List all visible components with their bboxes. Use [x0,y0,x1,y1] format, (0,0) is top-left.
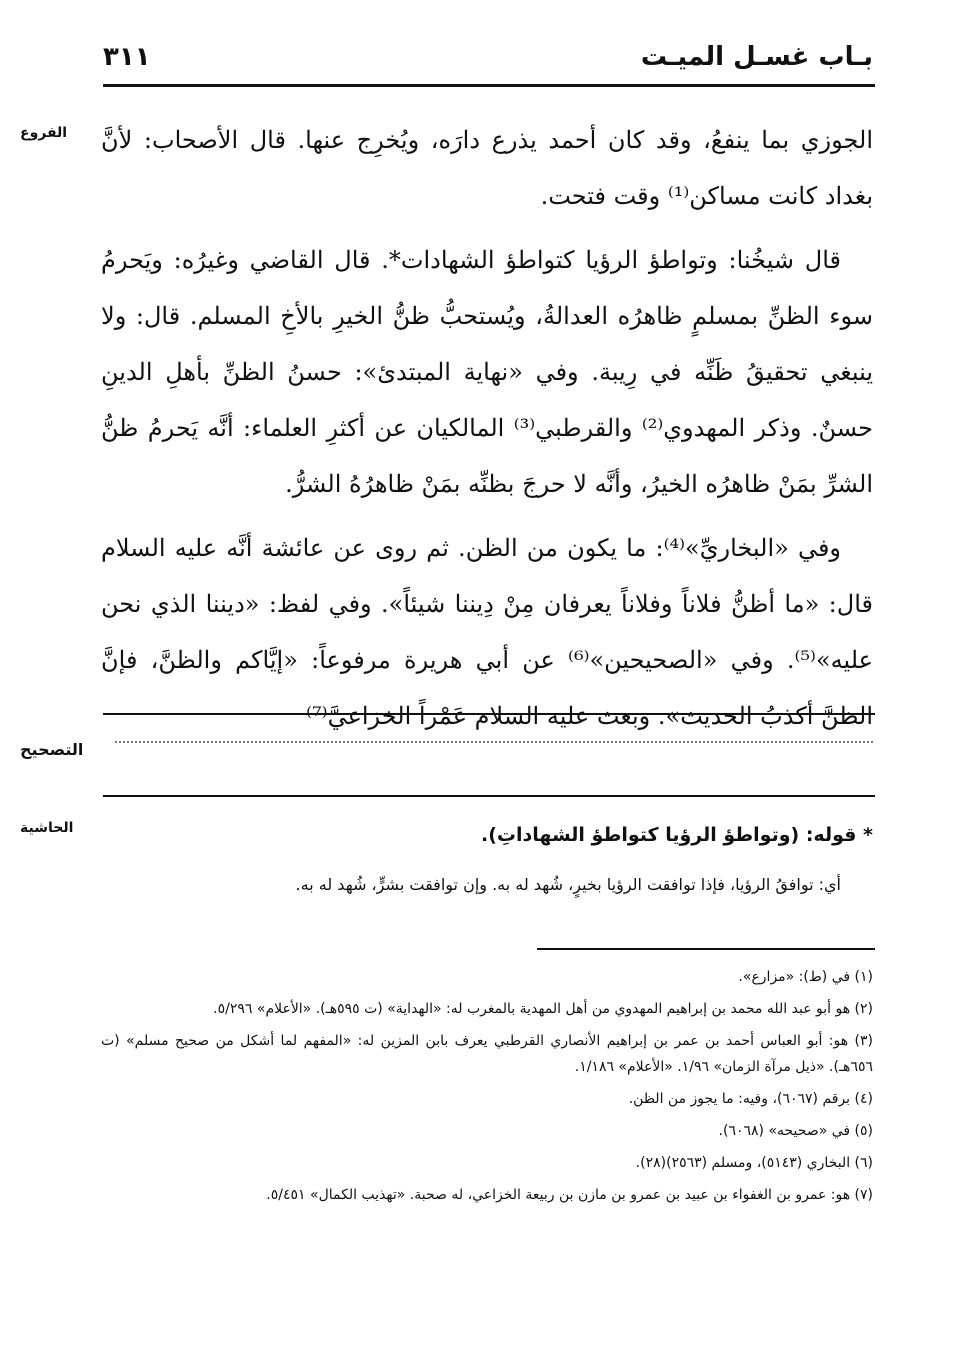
footnote: (١) في (ط): «مزارع». [738,969,873,985]
footnotes [101,964,873,1214]
side-label-furu: الفروع [20,125,68,141]
running-header-title: بـاب غسـل الميـت [640,42,873,72]
footnote: (٣) هو: أبو العباس أحمد بن عمر بن إبراهيم الأنصاري القرطبي يعرف بابن المزين له: «المفهم لما أشكل من صحيح مسلم» (ت ٦٥٦هـ). «ذيل مرآة الزمان» ١/٩٦. «الأعلام» ١/١٨٦. [101,1033,873,1075]
body-paragraph: وفي «البخاريِّ»⁽⁴⁾: ما يكون من الظن. ثم روى عن عائشة أنَّه عليه السلام قال: «ما أظنُّ فلاناً وفلاناً يعرفان مِنْ دِيننا شيئاً». وفي لفظ: «ديننا الذي نحن عليه»⁽⁵⁾. وفي «الصحيحين»⁽⁶⁾ عن أبي هريرة مرفوعاً: «إيَّاكم والظنَّ، فإنَّ الظنَّ أكذبُ الحديث». وبعث عليه السلام عَمْراً الخزاعيَّ⁽⁷⁾ [101,534,873,730]
body-paragraph: قال شيخُنا: وتواطؤ الرؤيا كتواطؤ الشهادات*. قال القاضي وغيرُه: ويَحرمُ سوء الظنِّ بمسلمٍ ظاهرُه العدالةُ، ويُستحبُّ ظنُّ الخيرِ بالأخِ المسلم. قال: ولا ينبغي تحقيقُ ظَنِّه في رِيبة. وفي «نهاية المبتدئ»: حسنُ الظنِّ بأهلِ الدينِ حسنٌ. وذكر المهدوي⁽²⁾ والقرطبي⁽³⁾ المالكيان عن أكثرِ العلماء: أنَّه يَحرمُ ظنُّ الشرِّ بمَنْ ظاهرُه الخيرُ، وأنَّه لا حرجَ بظنِّه بمَنْ ظاهرُهُ الشرُّ. [101,246,873,498]
footnote: (٦) البخاري (٥١٤٣)، ومسلم (٢٥٦٣)(٢٨). [635,1155,873,1171]
footnote: (٧) هو: عمرو بن الغفواء بن عبيد بن عمرو بن مازن بن ربيعة الخزاعي، له صحبة. «تهذيب الكمال» ٥/٤٥١. [266,1187,873,1203]
side-label-tashih: التصحيح [20,740,84,759]
hashiya-explanation: أي: توافقُ الرؤيا، فإذا توافقت الرؤيا بخيرٍ، شُهد له به. وإن توافقت بشرٍّ، شُهد له به. [295,875,841,894]
main-text-body [101,112,873,744]
side-label-hashiya: الحاشية [20,820,74,836]
footnote: (٢) هو أبو عبد الله محمد بن إبراهيم المهدوي من أهل المهدية بالمغرب له: «الهداية» (ت ٥٩٥هـ). «الأعلام» ٥/٢٩٦. [213,1001,873,1017]
tashih-dotted-line [115,741,873,743]
header-rule [103,84,875,87]
footnote: (٥) في «صحيحه» (٦٠٦٨). [718,1123,873,1139]
footnote-rule [537,948,875,950]
section-divider-bottom [103,795,875,797]
body-paragraph: الجوزي بما ينفعُ، وقد كان أحمد يذرع دارَه، ويُخرِج عنها. قال الأصحاب: لأنَّ بغداد كانت مساكن⁽¹⁾ وقت فتحت. [101,126,873,210]
hashiya-quote: * قوله: (وتواطؤ الرؤيا كتواطؤ الشهاداتِ). [481,824,873,846]
footnote: (٤) برقم (٦٠٦٧)، وفيه: ما يجوز من الظن. [628,1091,873,1107]
page-number: ٣١١ [103,42,151,72]
section-divider-top [103,713,875,715]
